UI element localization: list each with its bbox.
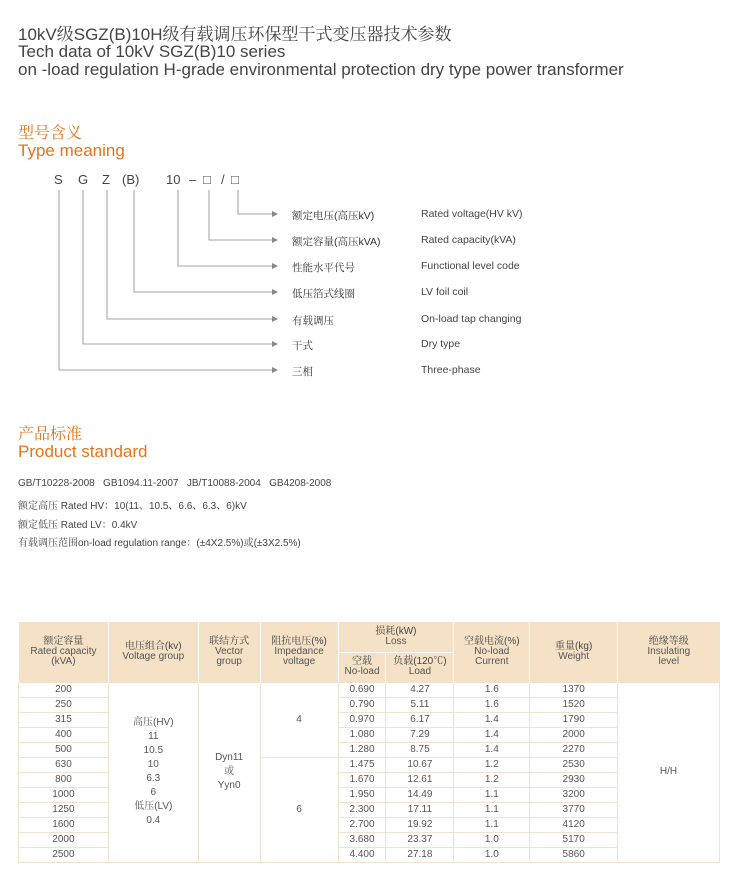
cell-capacity: 200 xyxy=(19,682,109,697)
cell-noload: 1.080 xyxy=(338,727,386,742)
label-en-functional-level: Functional level code xyxy=(421,260,520,272)
title-en-line1: Tech data of 10kV SGZ(B)10 series xyxy=(18,42,286,61)
cell-capacity: 2000 xyxy=(19,832,109,847)
header-load-loss: 负载(120℃) Load xyxy=(386,652,454,682)
cell-capacity: 250 xyxy=(19,697,109,712)
cell-load: 12.61 xyxy=(386,772,454,787)
cell-current: 1.4 xyxy=(454,727,530,742)
cell-weight: 1370 xyxy=(530,682,618,697)
cell-noload: 3.680 xyxy=(338,832,386,847)
header-insulating-level: 绝缘等级 Insulating level xyxy=(618,622,720,682)
cell-capacity: 2500 xyxy=(19,847,109,862)
header-noload-loss: 空载 No-load xyxy=(338,652,386,682)
cell-weight: 2000 xyxy=(530,727,618,742)
code-char-z: Z xyxy=(102,172,110,187)
cell-capacity: 500 xyxy=(19,742,109,757)
cell-noload: 4.400 xyxy=(338,847,386,862)
type-meaning-leader-lines xyxy=(0,0,730,400)
cell-current: 1.1 xyxy=(454,817,530,832)
cell-current: 1.6 xyxy=(454,697,530,712)
type-meaning-heading-en: Type meaning xyxy=(18,141,125,160)
cell-load: 10.67 xyxy=(386,757,454,772)
cell-weight: 2930 xyxy=(530,772,618,787)
cell-current: 1.2 xyxy=(454,757,530,772)
cell-impedance-6: 6 xyxy=(260,757,338,862)
cell-noload: 0.790 xyxy=(338,697,386,712)
header-impedance: 阻抗电压(%) Impedance voltage xyxy=(260,622,338,682)
label-cn-dry-type: 干式 xyxy=(292,340,313,352)
header-loss: 损耗(kW) Loss xyxy=(338,622,454,652)
cell-weight: 2270 xyxy=(530,742,618,757)
code-char-slash: / xyxy=(221,172,225,187)
cell-load: 19.92 xyxy=(386,817,454,832)
product-standard-heading-cn: 产品标准 xyxy=(18,426,83,443)
cell-weight: 5170 xyxy=(530,832,618,847)
cell-current: 1.0 xyxy=(454,847,530,862)
type-meaning-heading-cn: 型号含义 xyxy=(18,125,83,142)
cell-current: 1.0 xyxy=(454,832,530,847)
cell-weight: 3200 xyxy=(530,787,618,802)
standard-rated-lv: 额定低压 Rated LV：0.4kV xyxy=(18,520,138,531)
cell-weight: 1790 xyxy=(530,712,618,727)
cell-capacity: 1250 xyxy=(19,802,109,817)
cell-noload: 0.970 xyxy=(338,712,386,727)
cell-vector-group: Dyn11 或 Yyn0 xyxy=(198,682,260,862)
label-cn-onload-tap: 有载调压 xyxy=(292,315,334,327)
label-cn-lv-foil: 低压箔式线圈 xyxy=(292,288,355,300)
code-box-capacity: □ xyxy=(203,172,211,187)
cell-noload: 2.700 xyxy=(338,817,386,832)
title-cn: 10kV级SGZ(B)10H级有载调压环保型干式变压器技术参数 xyxy=(18,25,452,44)
code-char-b: (B) xyxy=(122,172,140,187)
cell-current: 1.2 xyxy=(454,772,530,787)
cell-noload: 1.670 xyxy=(338,772,386,787)
label-en-onload-tap: On-load tap changing xyxy=(421,313,522,325)
cell-voltage-group: 高压(HV) 11 10.5 10 6.3 6 低压(LV) 0.4 xyxy=(108,682,198,862)
standard-rated-hv: 额定高压 Rated HV：10(11、10.5、6.6、6.3、6)kV xyxy=(18,501,247,512)
cell-noload: 1.950 xyxy=(338,787,386,802)
label-en-dry-type: Dry type xyxy=(421,338,461,350)
label-cn-rated-capacity: 额定容量(高压kVA) xyxy=(292,236,381,248)
cell-current: 1.6 xyxy=(454,682,530,697)
cell-current: 1.1 xyxy=(454,802,530,817)
label-en-three-phase: Three-phase xyxy=(421,364,481,376)
label-cn-three-phase: 三相 xyxy=(292,366,313,378)
cell-noload: 2.300 xyxy=(338,802,386,817)
cell-capacity: 800 xyxy=(19,772,109,787)
label-cn-rated-voltage: 额定电压(高压kV) xyxy=(292,210,375,222)
cell-load: 27.18 xyxy=(386,847,454,862)
cell-capacity: 400 xyxy=(19,727,109,742)
cell-load: 6.17 xyxy=(386,712,454,727)
cell-weight: 2530 xyxy=(530,757,618,772)
code-char-s: S xyxy=(54,172,63,187)
cell-load: 4.27 xyxy=(386,682,454,697)
cell-load: 17.11 xyxy=(386,802,454,817)
label-en-lv-foil: LV foil coil xyxy=(421,286,469,298)
header-capacity: 额定容量 Rated capacity (kVA) xyxy=(19,622,109,682)
table-row xyxy=(19,682,720,697)
code-box-voltage: □ xyxy=(231,172,239,187)
cell-load: 7.29 xyxy=(386,727,454,742)
code-char-10: 10 xyxy=(166,172,181,187)
cell-capacity: 1600 xyxy=(19,817,109,832)
tech-data-table xyxy=(18,622,720,863)
header-vector-group: 联结方式 Vector group xyxy=(198,622,260,682)
code-char-g: G xyxy=(78,172,89,187)
cell-current: 1.4 xyxy=(454,742,530,757)
label-cn-functional-level: 性能水平代号 xyxy=(292,262,355,274)
standard-codes: GB/T10228-2008 GB1094.11-2007 JB/T10088-2004 GB4208-2008 xyxy=(18,478,332,489)
standard-regulation-range: 有载调压范围on-load regulation range：(±4X2.5%)或(±3X2.5%) xyxy=(18,538,301,549)
cell-noload: 1.280 xyxy=(338,742,386,757)
header-voltage-group: 电压组合(kv) Voltage group xyxy=(108,622,198,682)
cell-capacity: 630 xyxy=(19,757,109,772)
cell-load: 14.49 xyxy=(386,787,454,802)
cell-weight: 4120 xyxy=(530,817,618,832)
cell-weight: 1520 xyxy=(530,697,618,712)
header-noload-current: 空载电流(%) No-load Current xyxy=(454,622,530,682)
cell-weight: 3770 xyxy=(530,802,618,817)
cell-current: 1.4 xyxy=(454,712,530,727)
code-char-dash: – xyxy=(189,172,197,187)
product-standard-heading-en: Product standard xyxy=(18,442,148,461)
cell-insulating-level: H/H xyxy=(618,682,720,862)
label-en-rated-voltage: Rated voltage(HV kV) xyxy=(421,208,523,220)
header-weight: 重量(kg) Weight xyxy=(530,622,618,682)
cell-capacity: 315 xyxy=(19,712,109,727)
cell-noload: 0.690 xyxy=(338,682,386,697)
cell-impedance-4: 4 xyxy=(260,682,338,757)
cell-weight: 5860 xyxy=(530,847,618,862)
cell-load: 23.37 xyxy=(386,832,454,847)
title-en-line2: on -load regulation H-grade environmental protection dry type power transformer xyxy=(18,60,624,79)
cell-current: 1.1 xyxy=(454,787,530,802)
cell-noload: 1.475 xyxy=(338,757,386,772)
cell-load: 5.11 xyxy=(386,697,454,712)
cell-load: 8.75 xyxy=(386,742,454,757)
label-en-rated-capacity: Rated capacity(kVA) xyxy=(421,234,516,246)
cell-capacity: 1000 xyxy=(19,787,109,802)
